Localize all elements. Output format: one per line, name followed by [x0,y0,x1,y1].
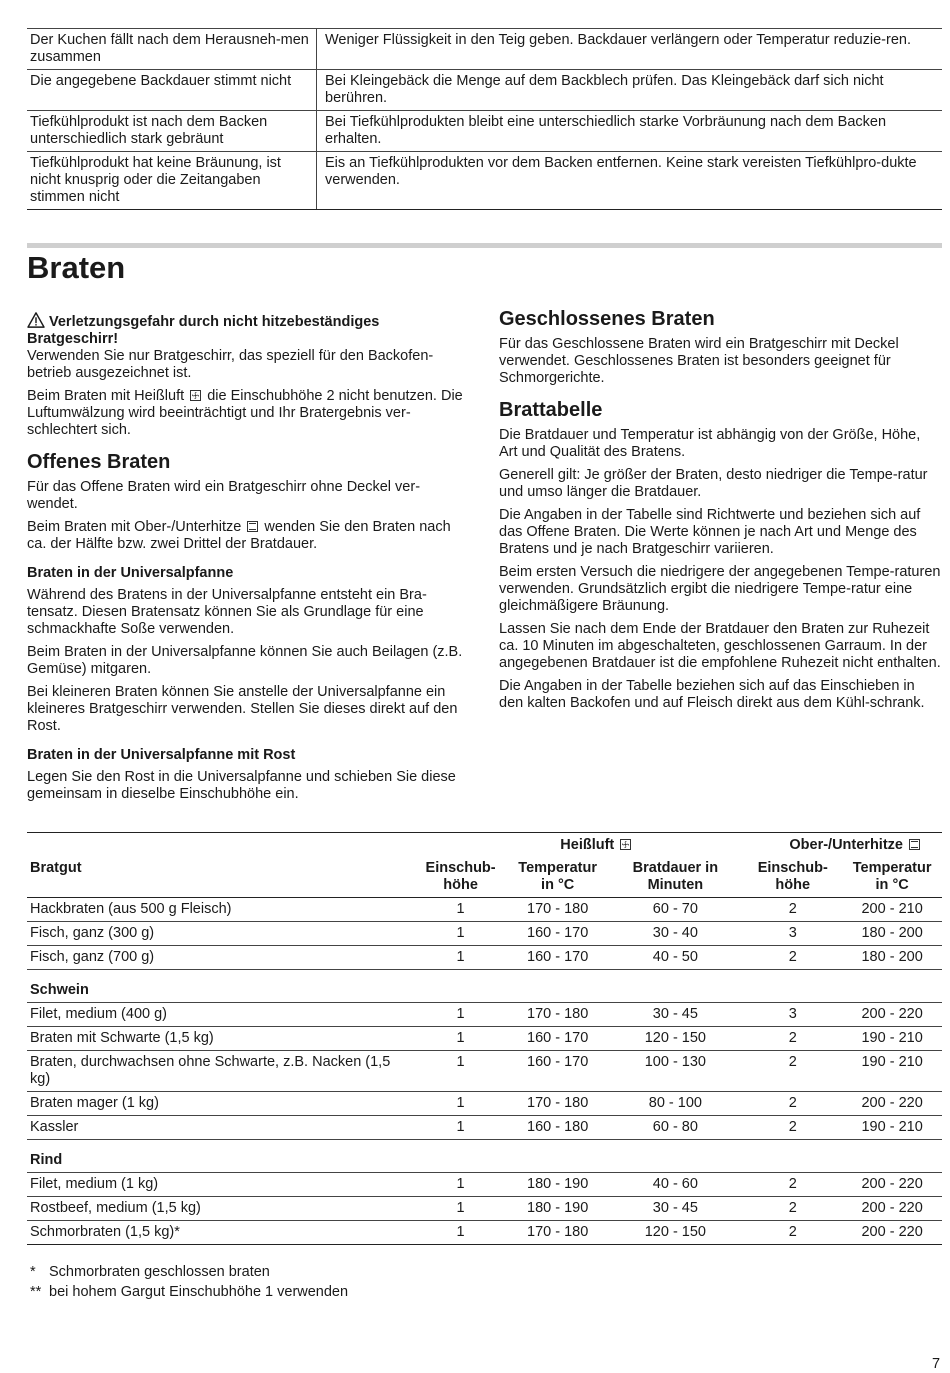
roasting-table-notes [499,427,942,712]
open-roasting-p1: Für das Offene Braten wird ein Bratgeschirr ohne Deckel ver-wendet. [27,479,421,512]
cell-h2: 3 [743,1003,842,1027]
open-roasting-p2-post: wenden Sie den Braten nach ca. der Hälfte bzw. zwei Drittel der Bratdauer. [27,519,451,552]
table-row [27,898,942,922]
roasting-note: Die Bratdauer und Temperatur ist abhängig von der Größe, Höhe, Art und Qualität des Bratens. [499,427,921,460]
cell-t2: 200 - 220 [842,1221,942,1245]
cell-dur: 100 - 130 [608,1051,744,1092]
roasting-note: Die Angaben in der Tabelle beziehen sich auf das Einschieben in den kalten Backofen und auf Fleisch direkt aus dem Kühl-schrank. [499,678,925,711]
table-row [27,1116,942,1140]
column-header: Bratgut [27,857,413,898]
trouble-solution: Bei Tiefkühlprodukten bleibt eine unterschiedlich starke Vorbräunung nach dem Backen erhalten. [317,111,943,152]
category-label: Rind [27,1140,942,1173]
universal-pan-p3: Bei kleineren Braten können Sie anstelle der Universalpfanne ein kleineres Bratgeschirr verwenden. Stellen Sie dieses direkt auf den Rost. [27,684,458,734]
category-row [27,1140,942,1173]
cell-h1: 1 [413,922,507,946]
cell-name: Braten, durchwachsen ohne Schwarte, z.B. Nacken (1,5 kg) [27,1051,413,1092]
pan-with-rack-title: Braten in der Universalpfanne mit Rost [27,747,296,763]
cell-t2: 200 - 210 [842,898,942,922]
table-row [27,1092,942,1116]
cell-dur: 120 - 150 [608,1027,744,1051]
cell-h1: 1 [413,1051,507,1092]
section-title: Braten [27,250,126,285]
trouble-row [27,152,942,210]
cell-t1: 160 - 170 [508,1051,608,1092]
cell-t1: 170 - 180 [508,1092,608,1116]
cell-h2: 2 [743,1027,842,1051]
cell-dur: 120 - 150 [608,1221,744,1245]
category-row [27,970,942,1003]
cell-name: Braten mit Schwarte (1,5 kg) [27,1027,413,1051]
cell-name: Kassler [27,1116,413,1140]
trouble-row [27,70,942,111]
warning-text: Verwenden Sie nur Bratgeschirr, das speziell für den Backofen-betrieb ausgezeichnet ist. [27,348,434,381]
cell-h1: 1 [413,1027,507,1051]
cell-dur: 80 - 100 [608,1092,744,1116]
column-header: Bratdauer in Minuten [608,857,744,898]
cell-h2: 2 [743,1092,842,1116]
trouble-row [27,29,942,70]
cell-h1: 1 [413,1092,507,1116]
group-hotair: Heißluft [413,833,743,858]
cell-h2: 3 [743,922,842,946]
cell-h1: 1 [413,1116,507,1140]
trouble-solution: Weniger Flüssigkeit in den Teig geben. Backdauer verlängern oder Temperatur reduzie-ren. [317,29,943,70]
cell-dur: 60 - 80 [608,1116,744,1140]
cell-dur: 40 - 50 [608,946,744,970]
cell-h2: 2 [743,898,842,922]
hotair-note-pre: Beim Braten mit Heißluft [27,388,185,404]
closed-roasting-title: Geschlossenes Braten [499,308,715,330]
hot-air-fan-icon [620,839,631,850]
cell-t1: 160 - 170 [508,946,608,970]
roasting-note: Die Angaben in der Tabelle sind Richtwerte und beziehen sich auf das Offene Braten. Die Werte können je nach Art und Menge des Bratens und je nach Bratgeschirr variieren. [499,507,921,557]
cell-t2: 200 - 220 [842,1197,942,1221]
column-header: Einschub-höhe [743,857,842,898]
roasting-note: Lassen Sie nach dem Ende der Bratdauer den Braten zur Ruhezeit ca. 10 Minuten im abgeschalteten, geschlossenen Garraum. In der angegebenen Bratdauer ist die empfohlene Ruhezeit nicht enthalten. [499,621,941,671]
roasting-table-title: Brattabelle [499,399,603,421]
section-divider [27,243,942,248]
table-row [27,1051,942,1092]
trouble-problem: Tiefkühlprodukt hat keine Bräunung, ist nicht knusprig oder die Zeitangaben stimmen nicht [27,152,317,210]
cell-dur: 30 - 45 [608,1197,744,1221]
cell-t2: 190 - 210 [842,1051,942,1092]
left-column [27,312,467,809]
hotair-note-post: die Einschubhöhe 2 nicht benutzen. Die Luftumwälzung wird beeinträchtigt und Ihr Bratergebnis ver-schlechtert sich. [27,388,463,438]
footnote-2: ** bei hohem Gargut Einschubhöhe 1 verwenden [30,1284,349,1300]
cell-h2: 2 [743,1197,842,1221]
cell-t1: 160 - 180 [508,1116,608,1140]
page-number: 7 [932,1356,941,1372]
cell-name: Hackbraten (aus 500 g Fleisch) [27,898,413,922]
cell-t2: 180 - 200 [842,922,942,946]
cell-t1: 170 - 180 [508,898,608,922]
cell-h2: 2 [743,1221,842,1245]
right-column [499,296,942,718]
roasting-table [27,832,942,1245]
cell-t2: 190 - 210 [842,1027,942,1051]
cell-h1: 1 [413,946,507,970]
column-header: Temperatur in °C [842,857,942,898]
cell-h2: 2 [743,1173,842,1197]
trouble-solution: Eis an Tiefkühlprodukten vor dem Backen entfernen. Keine stark vereisten Tiefkühlpro-dukte verwenden. [317,152,943,210]
column-header: Temperatur in °C [508,857,608,898]
cell-h2: 2 [743,946,842,970]
table-row [27,1027,942,1051]
cell-t1: 160 - 170 [508,1027,608,1051]
cell-t2: 200 - 220 [842,1003,942,1027]
trouble-problem: Tiefkühlprodukt ist nach dem Backen unterschiedlich stark gebräunt [27,111,317,152]
universal-pan-p1: Während des Bratens in der Universalpfanne entsteht ein Bra-tensatz. Diesen Bratensatz können Sie als Grundlage für eine schmackhafte Soße verwenden. [27,587,427,637]
column-header: Einschub-höhe [413,857,507,898]
cell-t2: 180 - 200 [842,946,942,970]
cell-name: Filet, medium (1 kg) [27,1173,413,1197]
open-roasting-p2 [27,519,467,553]
cell-name: Schmorbraten (1,5 kg)* [27,1221,413,1245]
cell-h1: 1 [413,1197,507,1221]
universal-pan-title: Braten in der Universalpfanne [27,565,234,581]
cell-t1: 180 - 190 [508,1173,608,1197]
pan-with-rack-p1: Legen Sie den Rost in die Universalpfanne und schieben Sie diese gemeinsam in dieselbe Einschubhöhe ein. [27,769,456,802]
cell-h1: 1 [413,898,507,922]
cell-t1: 170 - 180 [508,1003,608,1027]
table-row [27,946,942,970]
group-topbottom: Ober-/Unterhitze [743,833,942,858]
warning-heading [27,312,467,348]
trouble-row [27,111,942,152]
cell-h1: 1 [413,1221,507,1245]
cell-name: Fisch, ganz (700 g) [27,946,413,970]
open-roasting-p2-pre: Beim Braten mit Ober-/Unterhitze [27,519,242,535]
cell-t2: 190 - 210 [842,1116,942,1140]
closed-roasting-p1: Für das Geschlossene Braten wird ein Bratgeschirr mit Deckel verwendet. Geschlossenes Braten ist besonders geeignet für Schmorgerichte. [499,336,899,386]
hot-air-fan-icon [190,390,201,401]
roasting-note: Generell gilt: Je größer der Braten, desto niedriger die Tempe-ratur und umso länger die Bratdauer. [499,467,928,500]
cell-t2: 200 - 220 [842,1092,942,1116]
cell-h2: 2 [743,1051,842,1092]
cell-dur: 60 - 70 [608,898,744,922]
table-row [27,922,942,946]
troubleshooting-table [27,28,942,210]
table-row [27,1003,942,1027]
table-row [27,1221,942,1245]
top-bottom-heat-icon [909,839,920,850]
cell-t1: 180 - 190 [508,1197,608,1221]
cell-t1: 160 - 170 [508,922,608,946]
cell-name: Rostbeef, medium (1,5 kg) [27,1197,413,1221]
footnote-1: * Schmorbraten geschlossen braten [30,1264,270,1280]
cell-h1: 1 [413,1003,507,1027]
top-bottom-heat-icon [247,521,258,532]
cell-h2: 2 [743,1116,842,1140]
cell-name: Filet, medium (400 g) [27,1003,413,1027]
warning-triangle-icon [27,312,45,328]
trouble-solution: Bei Kleingebäck die Menge auf dem Backblech prüfen. Das Kleingebäck darf sich nicht berühren. [317,70,943,111]
category-label: Schwein [27,970,942,1003]
table-row [27,1197,942,1221]
trouble-problem: Die angegebene Backdauer stimmt nicht [27,70,317,111]
cell-dur: 30 - 45 [608,1003,744,1027]
cell-name: Braten mager (1 kg) [27,1092,413,1116]
table-row [27,1173,942,1197]
roasting-note: Beim ersten Versuch die niedrigere der angegebenen Tempe-raturen verwenden. Grundsätzlich ergibt die niedrigere Tempe-ratur eine gleichmäßigere Bräunung. [499,564,941,614]
cell-h1: 1 [413,1173,507,1197]
cell-name: Fisch, ganz (300 g) [27,922,413,946]
cell-dur: 40 - 60 [608,1173,744,1197]
trouble-problem: Der Kuchen fällt nach dem Herausneh-men zusammen [27,29,317,70]
cell-dur: 30 - 40 [608,922,744,946]
open-roasting-title: Offenes Braten [27,451,171,473]
warning-title: Verletzungsgefahr durch nicht hitzebeständiges Bratgeschirr! [27,314,380,347]
hotair-note [27,388,467,439]
universal-pan-p2: Beim Braten in der Universalpfanne können Sie auch Beilagen (z.B. Gemüse) mitgaren. [27,644,463,677]
cell-t2: 200 - 220 [842,1173,942,1197]
cell-t1: 170 - 180 [508,1221,608,1245]
